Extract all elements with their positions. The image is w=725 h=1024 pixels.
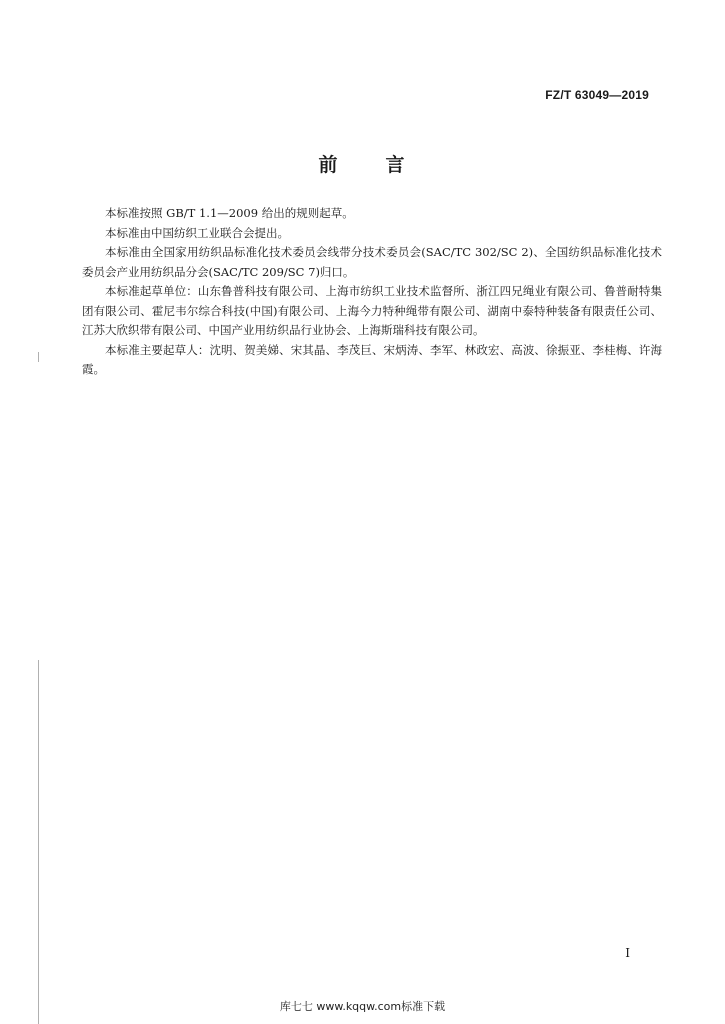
- scan-margin-mark: [38, 352, 39, 362]
- page-number: I: [625, 946, 630, 960]
- paragraph-drafters: 本标准主要起草人：沈明、贺美娣、宋其晶、李茂巨、宋炳涛、李军、林政宏、高波、徐振亚、李桂梅、许海霞。: [82, 342, 662, 376]
- title-char-1: 前: [318, 154, 340, 176]
- footer-watermark: 库七七 www.kqqw.com标准下载: [279, 1000, 446, 1013]
- standard-code: FZ/T 63049—2019: [545, 88, 649, 102]
- foreword-body: [82, 204, 662, 380]
- paragraph-drafting-rules: 本标准按照 GB/T 1.1—2009 给出的规则起草。: [105, 206, 354, 220]
- paragraph-technical-committee: 本标准由全国家用纺织品标准化技术委员会线带分技术委员会(SAC/TC 302/SC 2)、全国纺织品标准化技术委员会产业用纺织品分会(SAC/TC 209/SC 7)归口。: [82, 245, 662, 279]
- title-char-2: 言: [385, 154, 407, 176]
- scan-margin-line: [38, 660, 39, 1024]
- page-title: [0, 150, 725, 177]
- paragraph-proposer: 本标准由中国纺织工业联合会提出。: [105, 225, 289, 240]
- paragraph-drafting-units: 本标准起草单位：山东鲁普科技有限公司、上海市纺织工业技术监督所、浙江四兄绳业有限公司、鲁普耐特集团有限公司、霍尼韦尔综合科技(中国)有限公司、上海今力特种绳带有限公司、湖南中泰特种装备有限责任公司、江苏大欣织带有限公司、中国产业用纺织品行业协会、上海斯瑞科技有限公司。: [82, 284, 662, 337]
